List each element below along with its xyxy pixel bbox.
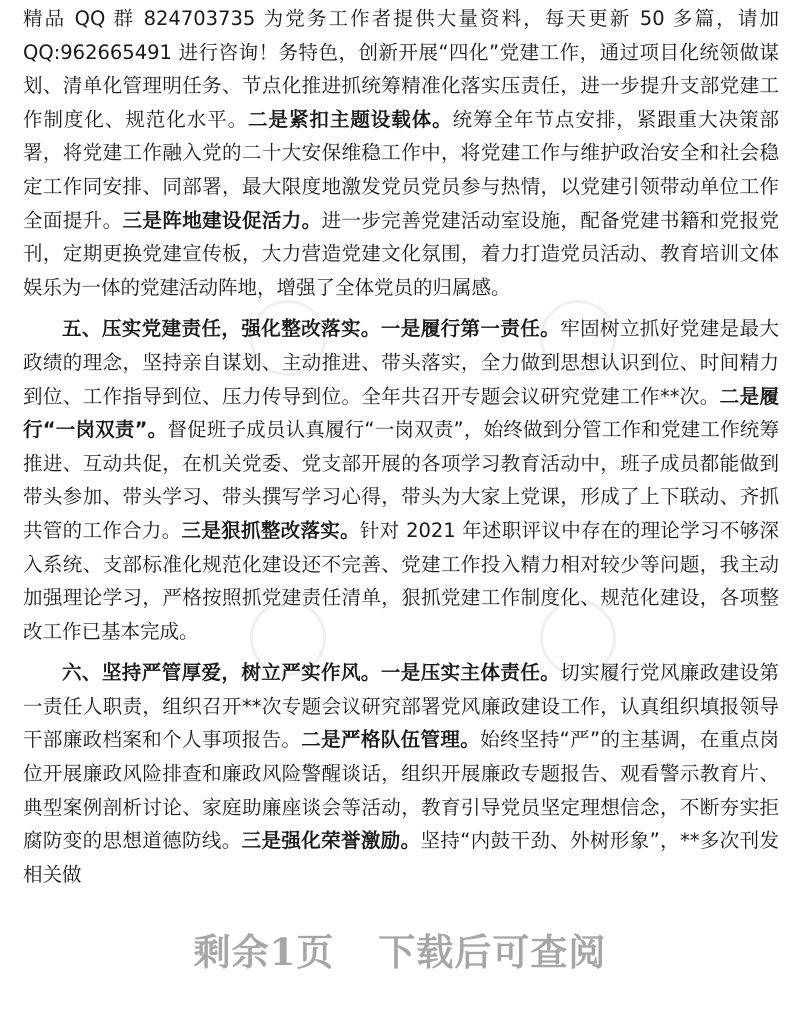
text-run: 精品 QQ 群 824703735 为党务工作者提供大量资料，每天更新 50 多篇，请加 QQ:962665491 进行咨询！务特色，创新开展“四化”党建工作，通过项目化统领做谋划、清单化管理明任务、节点化推进抓统筹精准化落实压责任，进一步提升支部党建工作制度化、规范化水平。 xyxy=(23,7,779,131)
paragraph-section-five xyxy=(23,312,779,648)
download-prompt[interactable] xyxy=(0,922,800,976)
text-run: 牢固树立抓好党建是最大政绩的理念，坚持亲自谋划、主动推进、带头落实，全力做到思想认识到位、时间精力到位、工作指导到位、压力传导到位。全年共召开专题会议研究党建工作**次。 xyxy=(23,317,779,408)
bold-heading-run: 二是履行“一岗双责”。 xyxy=(23,384,779,442)
text-run: 针对 2021 年述职评议中存在的理论学习不够深入系统、支部标准化规范化建设还不完善、党建工作投入精力相对较少等问题，我主动加强理论学习，严格按照抓党建责任清单，狠抓党建工作制度化、规范化建设，各项整改工作已基本完成。 xyxy=(23,518,779,643)
bold-heading-run: 三是狠抓整改落实。 xyxy=(181,518,360,542)
text-run: 进一步完善党建活动室设施，配备党建书籍和党报党刊，定期更换党建宣传板，大力营造党建文化氛围，着力打造党员活动、教育培训文体娱乐为一体的党建活动阵地，增强了全体党员的归属感。 xyxy=(23,208,779,299)
bold-heading-run: 五、压实党建责任，强化整改落实。一是履行第一责任。 xyxy=(62,317,561,341)
download-to-view-label[interactable]: 下载后可查阅 xyxy=(378,930,607,974)
remaining-pages-label: 剩余1页 xyxy=(193,930,335,974)
text-run: 统筹全年节点安排，紧跟重大决策部署，将党建工作融入党的二十大安保维稳工作中，将党建工作与维护政治安全和社会稳定工作同安排、同部署，最大限度地激发党员党员参与热情，以党建引领带动单位工作全面提升。 xyxy=(23,107,779,232)
text-run: 督促班子成员认真履行“一岗双责”，始终做到分管工作和党建工作统筹推进、互动共促，在机关党委、党支部开展的各项学习教育活动中，班子成员都能做到带头参加、带头学习、带头撰写学习心得，带头为大家上党课，形成了上下联动、齐抓共管的工作合力。 xyxy=(23,418,779,542)
document-body xyxy=(23,2,779,891)
paragraph-intro xyxy=(23,2,779,304)
bold-heading-run: 六、坚持严管厚爱，树立严实作风。一是压实主体责任。 xyxy=(62,661,561,685)
text-run: 切实履行党风廉政建设第一责任人职责，组织召开**次专题会议研究部署党风廉政建设工作，认真组织填报领导干部廉政档案和个人事项报告。 xyxy=(23,661,779,752)
bold-heading-run: 二是紧扣主题设载体。 xyxy=(248,107,453,131)
bold-heading-run: 三是强化荣誉激励。 xyxy=(241,829,421,853)
bold-heading-run: 二是严格队伍管理。 xyxy=(301,728,481,752)
text-run: 坚持“内鼓干劲、外树形象”，**多次刊发相关做 xyxy=(23,829,779,886)
text-run: 始终坚持“严”的主基调，在重点岗位开展廉政风险排查和廉政风险警醒谈话，组织开展廉政专题报告、观看警示教育片、典型案例剖析讨论、家庭助廉座谈会等活动，教育引导党员坚定理想信念，不断夯实拒腐防变的思想道德防线。 xyxy=(23,728,779,853)
paragraph-section-six xyxy=(23,656,779,891)
bold-heading-run: 三是阵地建设促活力。 xyxy=(122,208,322,232)
